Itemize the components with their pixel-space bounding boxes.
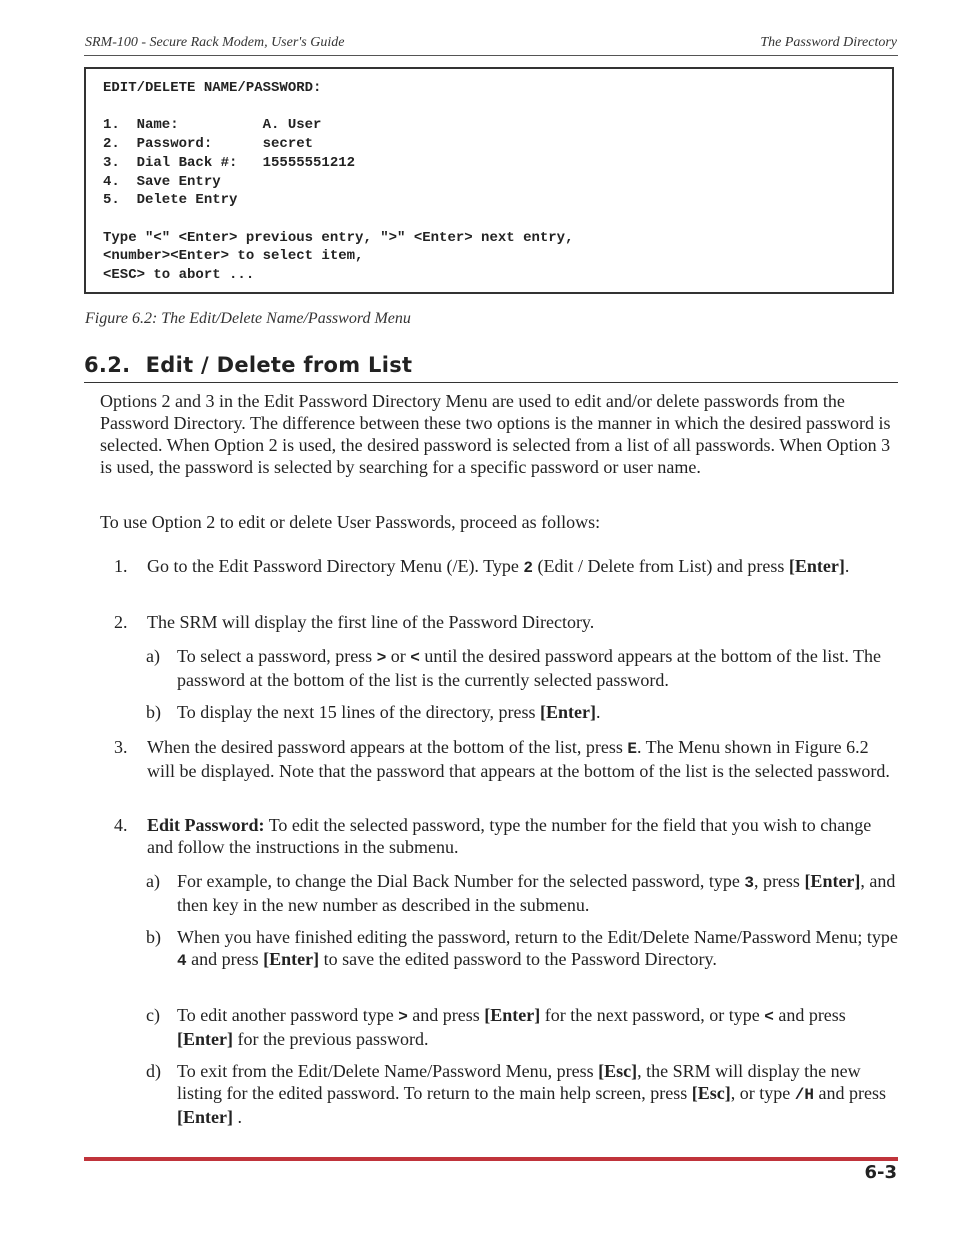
screen-line: 3. Dial Back #: 15555551212 [103,154,356,171]
section-divider [84,382,898,383]
substep-text: To edit another password type > and press [Enter] for the next password, or type < and press [Enter] for the previous password. [177,1005,846,1049]
substep-text: To display the next 15 lines of the directory, press [Enter]. [177,702,601,722]
screen-line: 2. Password: secret [103,136,314,153]
substep-text: When you have finished editing the password, return to the Edit/Delete Name/Password Menu; type 4 and press [Enter] to save the edited password to the Password Directory. [177,927,898,970]
step-number: 2. [114,612,128,632]
substep-letter: d) [146,1061,161,1081]
header-divider [84,55,898,56]
footer-divider [84,1157,898,1161]
substep-text: For example, to change the Dial Back Number for the selected password, type 3, press [Enter], and then key in the new number as described in the submenu. [177,871,896,915]
screen-line: 4. Save Entry [103,173,221,190]
section-heading: 6.2. Edit / Delete from List [84,353,413,377]
terminal-screen-text [103,79,573,285]
terminal-screen-figure [84,67,894,294]
substep-letter: a) [146,871,160,891]
intro-paragraph: Options 2 and 3 in the Edit Password Directory Menu are used to edit and/or delete passwords from the Password Directory. The difference between these two options is the manner in which the desired password is selected. When Option 2 is used, the desired password is selected from a list of all passwords. When Option 3 is used, the password is selected by searching for a specific password or user name. [100,391,891,477]
lead-paragraph: To use Option 2 to edit or delete User Passwords, proceed as follows: [100,512,601,532]
step-number: 3. [114,737,128,757]
substep-text: To select a password, press > or < until the desired password appears at the bottom of the list. The password at the bottom of the list is the currently selected password. [177,646,881,690]
substep-letter: b) [146,927,161,947]
substep-letter: a) [146,646,160,666]
screen-line: 5. Delete Entry [103,192,238,209]
step-text: Edit Password: To edit the selected password, type the number for the field that you wish to change and follow the instructions in the submenu. [147,815,872,857]
step-text: Go to the Edit Password Directory Menu (/E). Type 2 (Edit / Delete from List) and press [Enter]. [147,556,850,577]
step-text: When the desired password appears at the bottom of the list, press E. The Menu shown in Figure 6.2 will be displayed. Note that the password that appears at the bottom of the list is the selected password. [147,737,890,781]
figure-caption: Figure 6.2: The Edit/Delete Name/Password Menu [85,310,411,327]
substep-text: To exit from the Edit/Delete Name/Password Menu, press [Esc], the SRM will display the new listing for the edited password. To return to the main help screen, press [Esc], or type /H and press [Enter] . [177,1061,886,1127]
page-number: 6-3 [864,1162,897,1183]
substep-letter: b) [146,702,161,722]
running-header-title: SRM-100 - Secure Rack Modem, User's Guide [85,35,345,50]
screen-line: <ESC> to abort ... [103,267,255,284]
substep-letter: c) [146,1005,160,1025]
screen-line: 1. Name: A. User [103,117,322,134]
step-number: 1. [114,556,128,576]
running-header-section: The Password Directory [760,35,897,50]
screen-line: EDIT/DELETE NAME/PASSWORD: [103,80,322,96]
screen-line: <number><Enter> to select item, [103,248,364,265]
screen-line: Type "<" <Enter> previous entry, ">" <Enter> next entry, [103,229,574,246]
step-number: 4. [114,815,128,835]
step-text: The SRM will display the first line of the Password Directory. [147,612,595,632]
